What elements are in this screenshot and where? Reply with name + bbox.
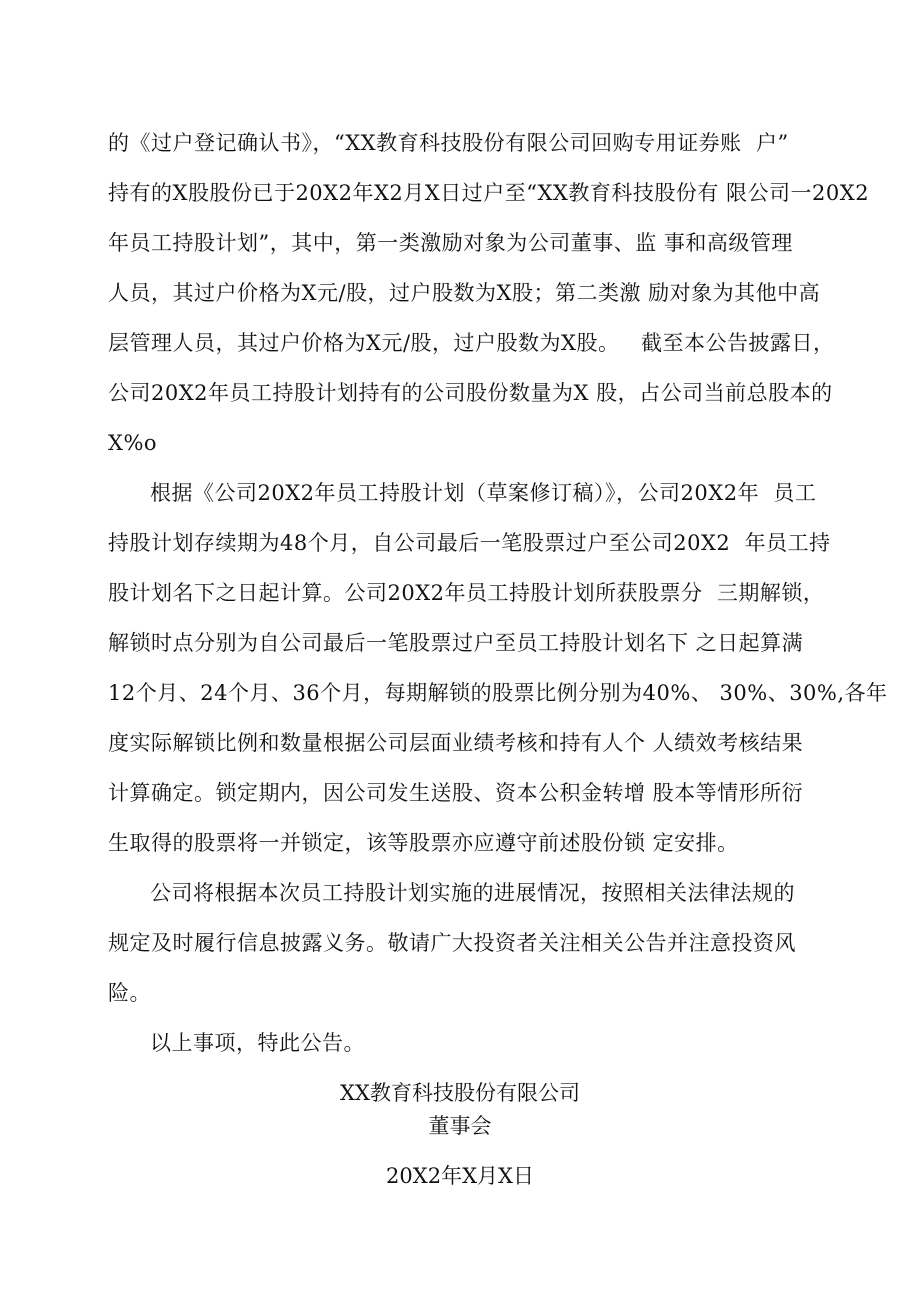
paragraph-1-line-6: 公司20X2年员工持股计划持有的公司股份数量为X 股，占公司当前总股本的 [108,381,833,405]
closing-line: 以上事项，特此公告。 [150,1031,365,1055]
paragraph-3-line-3: 险。 [108,981,151,1005]
paragraph-2-line-2: 持股计划存续期为48个月，自公司最后一笔股票过户至公司20X2 年员工持 [108,531,831,555]
paragraph-2-line-5: 12个月、24个月、36个月，每期解锁的股票比例分别为40%、 30%、30%,各年 [108,681,888,705]
paragraph-1-line-7: X%o [108,431,158,455]
paragraph-2-line-3: 股计划名下之日起计算。公司20X2年员工持股计划所获股票分 三期解锁， [108,581,825,605]
paragraph-1-line-5: 层管理人员，其过户价格为X元/股，过户股数为X股。 截至本公告披露日， [108,331,835,355]
paragraph-1-line-1: 的《过户登记确认书》，“XX教育科技股份有限公司回购专用证券账 户” [108,131,789,155]
signature-company: XX教育科技股份有限公司 [340,1081,580,1105]
paragraph-1-line-4: 人员，其过户价格为X元/股，过户股数为X股；第二类激 励对象为其他中高 [108,281,821,305]
signature-board: 董事会 [428,1114,492,1138]
paragraph-2-line-1: 根据《公司20X2年员工持股计划（草案修订稿）》，公司20X2年 员工 [150,481,817,505]
paragraph-2-line-7: 计算确定。锁定期内，因公司发生送股、资本公积金转增 股本等情形所衍 [108,781,804,805]
signature-date: 20X2年X月X日 [386,1164,534,1188]
paragraph-2-line-6: 度实际解锁比例和数量根据公司层面业绩考核和持有人个 人绩效考核结果 [108,731,804,755]
paragraph-1-line-3: 年员工持股计划”，其中，第一类激励对象为公司董事、监 事和高级管理 [108,231,793,255]
paragraph-2-line-8: 生取得的股票将一并锁定，该等股票亦应遵守前述股份锁 定安排。 [108,831,739,855]
paragraph-1-line-2: 持有的X股股份已于20X2年X2月X日过户至“XX教育科技股份有 限公司一20X2 [108,181,870,205]
paragraph-2-line-4: 解锁时点分别为自公司最后一笔股票过户至员工持股计划名下 之日起算满 [108,631,804,655]
paragraph-3-line-2: 规定及时履行信息披露义务。敬请广大投资者关注相关公告并注意投资风 [108,931,796,955]
paragraph-3-line-1: 公司将根据本次员工持股计划实施的进展情况，按照相关法律法规的 [150,881,795,905]
